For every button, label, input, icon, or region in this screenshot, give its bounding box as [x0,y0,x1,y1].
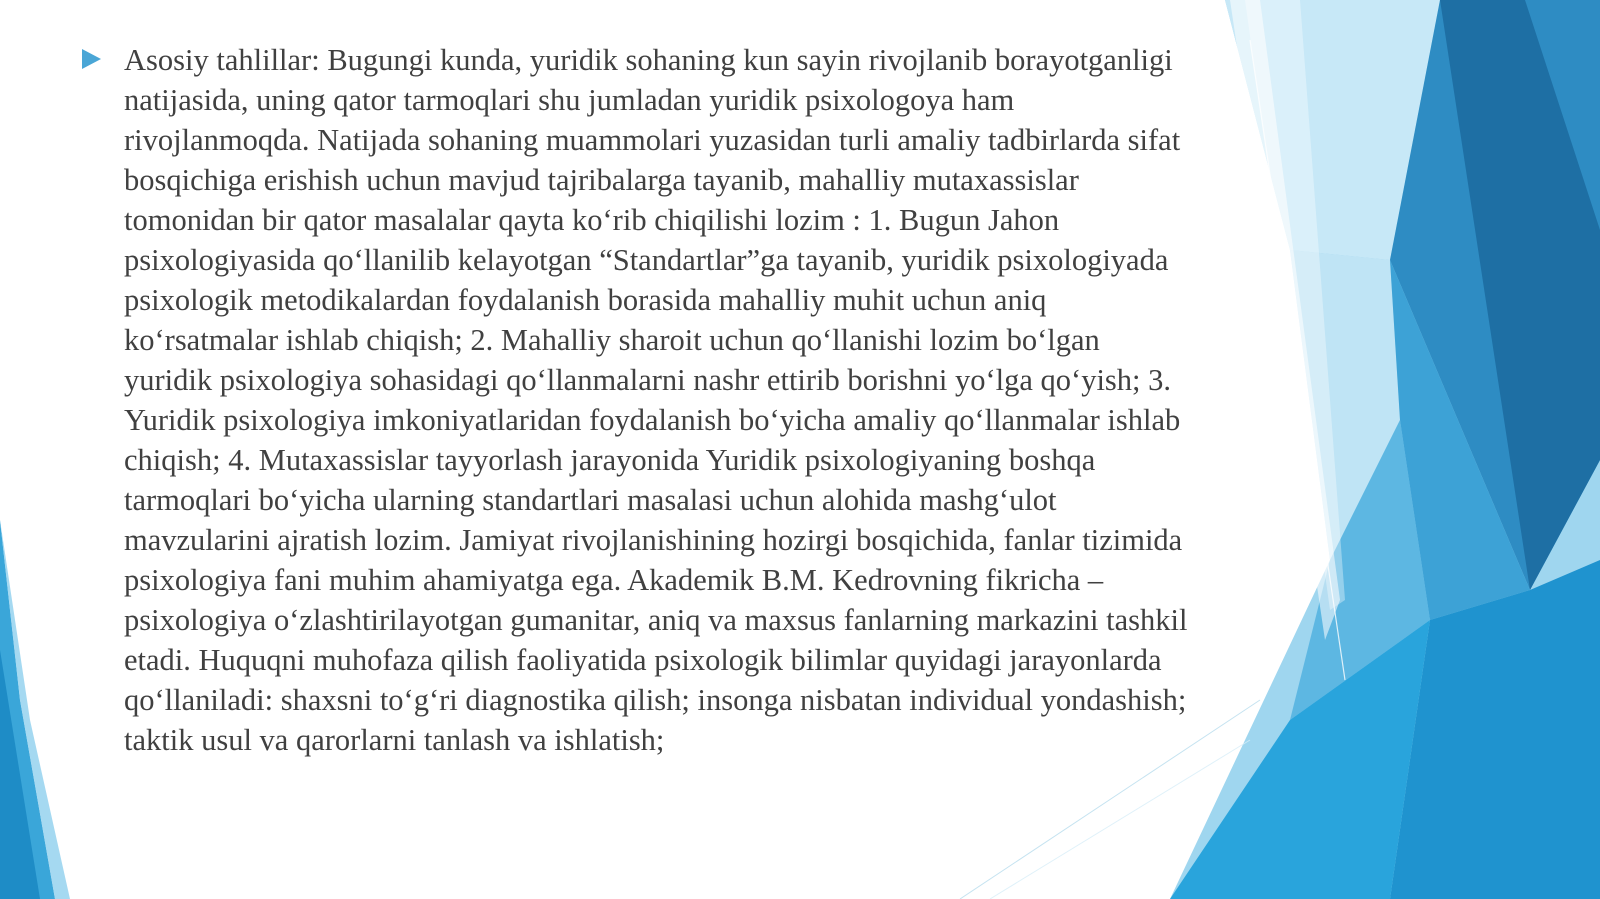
triangle-bullet-icon [80,48,102,70]
bullet-text: Asosiy tahlillar: Bugungi kunda, yuridik sohaning kun sayin rivojlanib borayotganligi natijasida, uning qator tarmoqlari shu jumladan yuridik psixologoya ham rivojlanmoqda. Natijada sohaning muammolari yuzasidan turli amaliy tadbirlarda sifat bosqichiga erishish uchun mavjud tajribalarga tayanib, mahalliy mutaxassislar tomonidan bir qator masalalar qayta ko‘rib chiqilishi lozim : 1. Bugun Jahon psixologiyasida qo‘llanilib kelayotgan “Standartlar”ga tayanib, yuridik psixologiyada psixologik metodikalardan foydalanish borasida mahalliy muhit uchun aniq ko‘rsatmalar ishlab chiqish; 2. Mahalliy sharoit uchun qo‘llanishi lozim bo‘lgan yuridik psixologiya sohasidagi qo‘llanmalarni nashr ettirib borishni yo‘lga qo‘yish; 3. Yuridik psixologiya imkoniyatlaridan foydalanish bo‘yicha amaliy qo‘llanmalar ishlab chiqish; 4. Mutaxassislar tayyorlash jarayonida Yuridik psixologiyaning boshqa tarmoqlari bo‘yicha ularning standartlari masalasi uchun alohida mashg‘ulot mavzularini ajratish lozim. Jamiyat rivojlanishining hozirgi bosqichida, fanlar tizimida psixologiya fani muhim ahamiyatga ega. Akademik B.M. Kedrovning fikricha – psixologiya o‘zlashtirilayotgan gumanitar, aniq va maxsus fanlarning markazini tashkil etadi. Huquqni muhofaza qilish faoliyatida psixologik bilimlar quyidagi jarayonlarda qo‘llaniladi: shaxsni to‘g‘ri diagnostika qilish; insonga nisbatan individual yondashish; taktik usul va qarorlarni tanlash va ishlatish; [124,43,1188,757]
